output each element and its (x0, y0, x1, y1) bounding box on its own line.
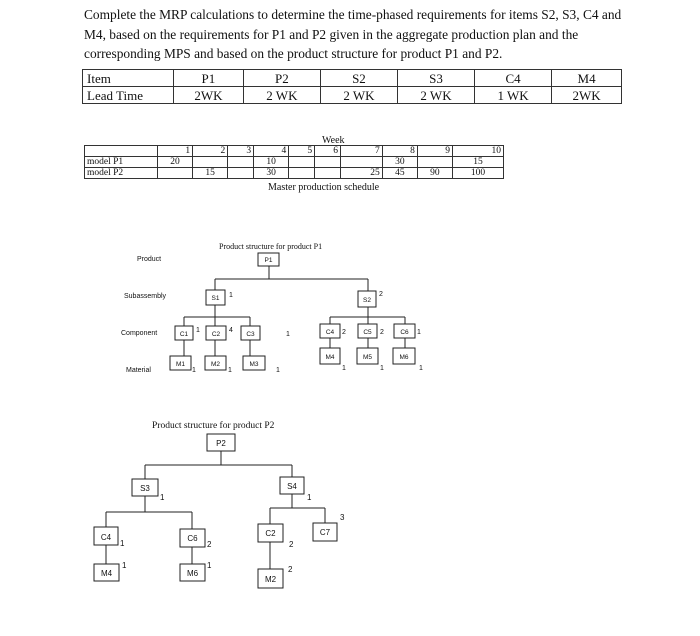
node-s2-label: S2 (363, 297, 371, 304)
p1-structure-title: Product structure for product P1 (219, 242, 323, 251)
mps-cell: 25 (341, 168, 383, 179)
mps-week-cell: 9 (417, 146, 452, 157)
node-c4-p2-label: C4 (100, 533, 112, 542)
node-m2-qty: 1 (228, 367, 232, 374)
node-m1-label: M1 (175, 361, 186, 368)
mps-cell: 30 (254, 168, 289, 179)
level-label-subassembly: Subassembly (124, 293, 167, 300)
mps-cell: 45 (382, 168, 417, 179)
node-s4-label: S4 (287, 482, 297, 491)
mps-cell: 15 (452, 157, 503, 168)
node-m1-qty: 1 (192, 367, 196, 374)
node-s4-qty: 1 (307, 493, 312, 502)
node-c4-qty: 2 (342, 329, 346, 336)
lt-cell: M4 (552, 70, 622, 87)
week-label: Week (322, 135, 345, 146)
mps-week-cell: 10 (452, 146, 503, 157)
node-s1-label: S1 (211, 295, 220, 302)
node-c7-qty: 3 (340, 513, 345, 522)
mps-cell: 100 (452, 168, 503, 179)
lt-cell: 2WK (552, 87, 622, 104)
level-label-component: Component (121, 330, 158, 337)
node-m3-qty: 1 (276, 367, 280, 374)
node-c2-qty: 4 (229, 327, 233, 334)
node-m4-p2-qty: 1 (122, 561, 127, 570)
node-c1-qty: 1 (196, 327, 200, 334)
mps-week-cell: 5 (289, 146, 315, 157)
node-c5-qty: 2 (380, 329, 384, 336)
mps-week-cell: 6 (315, 146, 341, 157)
node-c4-label: C4 (325, 329, 335, 336)
node-m5-qty: 1 (380, 365, 384, 372)
node-c2-p2-label: C2 (265, 529, 276, 538)
node-m4-p1-label: M4 (325, 354, 335, 361)
mps-week-cell: 3 (228, 146, 254, 157)
mps-week-cell: 8 (382, 146, 417, 157)
node-m6-p2-qty: 1 (207, 561, 212, 570)
node-p1-label: P1 (264, 257, 273, 264)
mps-cell: 30 (382, 157, 417, 168)
question-text: Complete the MRP calculations to determine the time-phased requirements for items S2, S3, C4 and M4, based on the requirements for P1 and P2 given in the aggregate production plan and the corresponding MPS and based on the product structure for product P1 and P2. (84, 7, 622, 61)
node-s3-qty: 1 (160, 493, 165, 502)
mps-week-cell: 7 (341, 146, 383, 157)
node-c1-label: C1 (179, 331, 189, 338)
mps-row-label: model P1 (85, 157, 158, 168)
mps-caption: Master production schedule (268, 182, 380, 193)
lt-cell: P1 (174, 70, 244, 87)
level-label-product: Product (137, 256, 162, 263)
lt-cell: 2 WK (320, 87, 397, 104)
mps-cell: 20 (158, 157, 193, 168)
node-c3-label: C3 (246, 331, 255, 338)
mps-week-cell: 2 (193, 146, 228, 157)
node-m6-p2-label: M6 (186, 569, 199, 578)
node-c7-label: C7 (319, 528, 331, 537)
node-c2-label: C2 (211, 331, 221, 338)
mps-week-cell: 1 (158, 146, 193, 157)
node-c6-label: C6 (400, 329, 409, 336)
node-c5-label: C5 (363, 329, 372, 336)
node-m4-p1-qty: 1 (342, 365, 346, 372)
lt-cell: S3 (397, 70, 474, 87)
node-m4-p2-label: M4 (100, 569, 113, 578)
node-m2-label: M2 (210, 361, 221, 368)
lt-cell: 2WK (174, 87, 244, 104)
lt-cell: 2 WK (397, 87, 474, 104)
node-m2-p2-qty: 2 (288, 565, 293, 574)
node-m2-p2-label: M2 (264, 575, 277, 584)
node-c2-p2-qty: 2 (289, 540, 294, 549)
node-s1-qty: 1 (229, 292, 233, 299)
node-m3-label: M3 (249, 361, 259, 368)
mps-cell: 10 (254, 157, 289, 168)
node-c6-p2-qty: 2 (207, 540, 212, 549)
mps-row-label: model P2 (85, 168, 158, 179)
node-m5-label: M5 (362, 354, 373, 361)
lt-cell: S2 (320, 70, 397, 87)
node-p2-label: P2 (216, 439, 226, 448)
node-c6-p2-label: C6 (187, 534, 198, 543)
lt-cell: 1 WK (475, 87, 552, 104)
lt-cell: Lead Time (83, 87, 174, 104)
node-c6-qty: 1 (417, 329, 421, 336)
node-m6-p1-label: M6 (399, 354, 409, 361)
mps-cell: 15 (193, 168, 228, 179)
node-c4-p2-qty: 1 (120, 539, 125, 548)
lt-cell: 2 WK (243, 87, 320, 104)
lt-cell: Item (83, 70, 174, 87)
node-s3-label: S3 (140, 484, 150, 493)
level-label-material: Material (126, 367, 151, 374)
node-m6-p1-qty: 1 (419, 365, 423, 372)
p2-structure-title: Product structure for product P2 (152, 421, 275, 431)
lt-cell: P2 (243, 70, 320, 87)
lt-cell: C4 (475, 70, 552, 87)
node-c3-qty: 1 (286, 331, 290, 338)
mps-week-cell: 4 (254, 146, 289, 157)
node-s2-qty: 2 (379, 291, 383, 298)
mps-cell: 90 (417, 168, 452, 179)
